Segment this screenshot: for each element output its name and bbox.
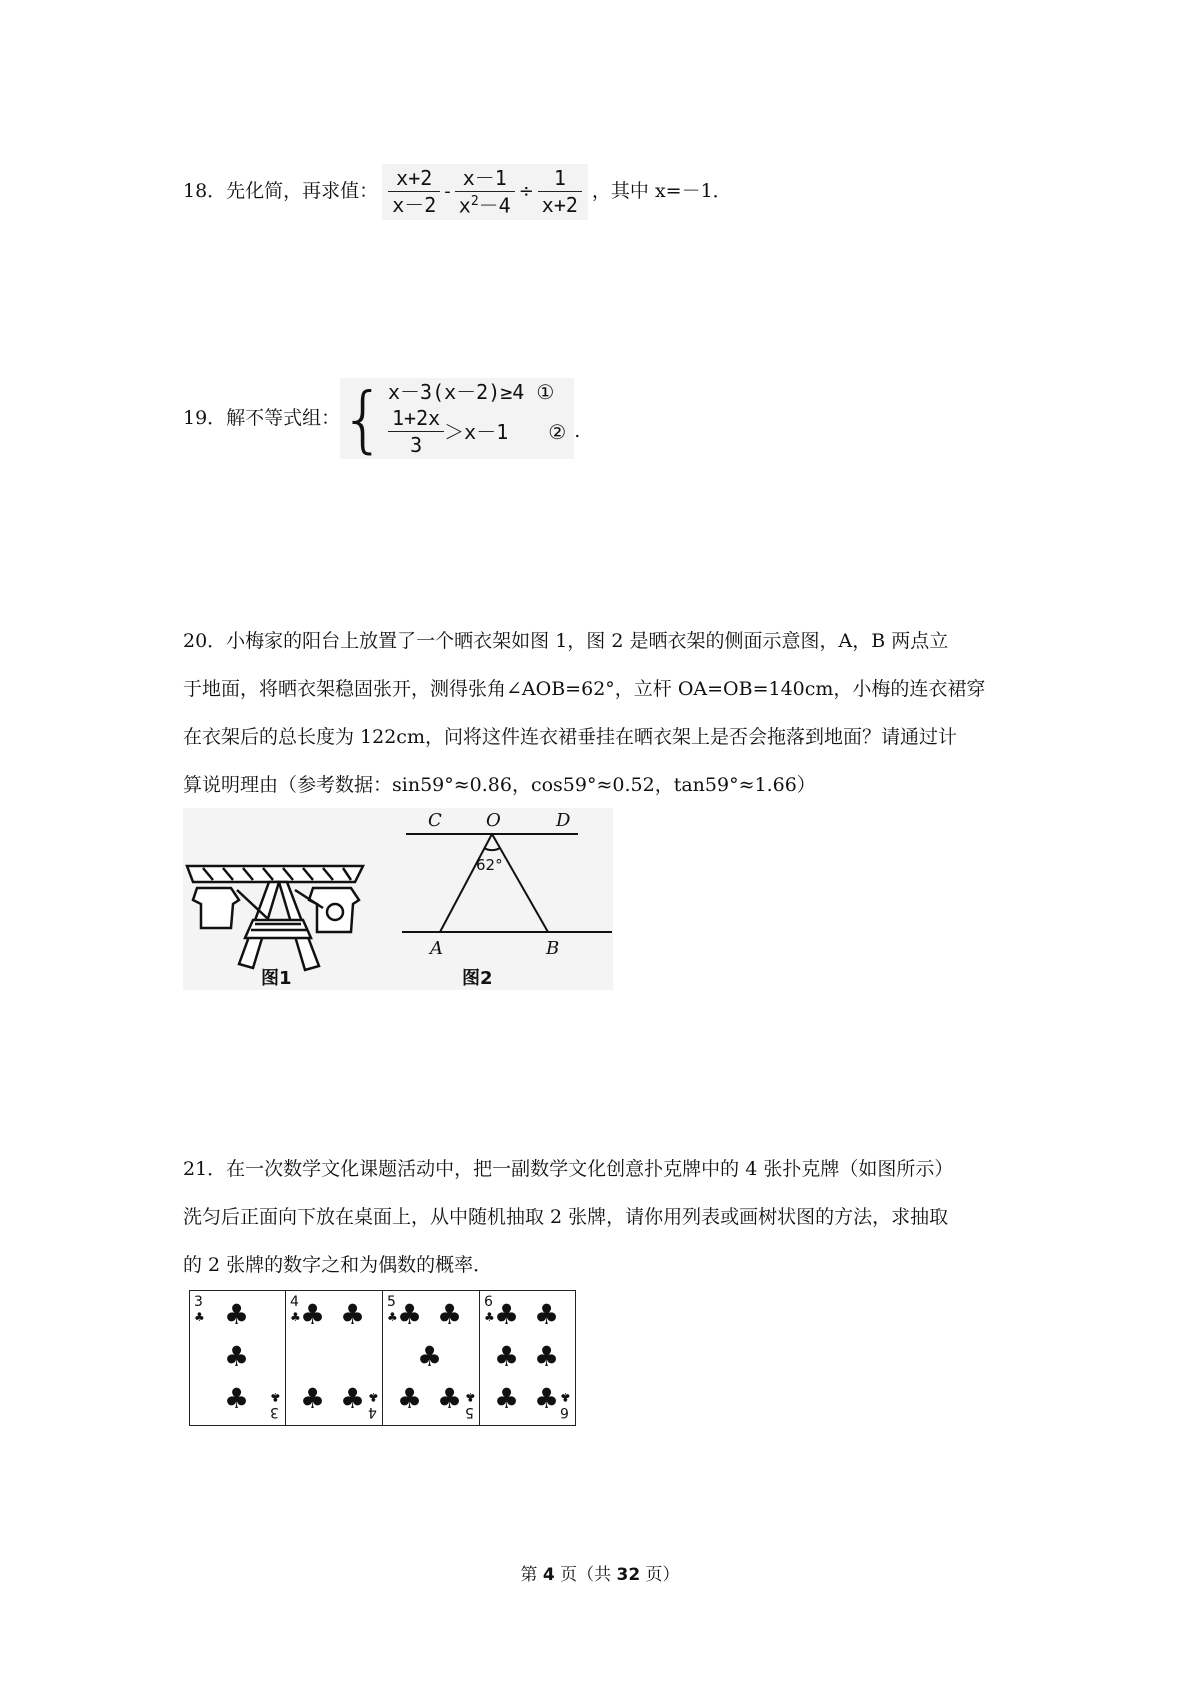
q19-mark-1: ①	[536, 380, 555, 404]
q20-figures	[183, 808, 613, 990]
q20-line-2: 于地面，将晒衣架稳固张开，测得张角∠AOB=62°，立杆 OA=OB=140cm，小梅的连衣裙穿	[183, 678, 986, 700]
q20-line-1: 20．小梅家的阳台上放置了一个晒衣架如图 1，图 2 是晒衣架的侧面示意图，A，B 两点立	[183, 630, 949, 652]
club-icon: ♣	[397, 1382, 423, 1415]
card-3-clubs	[189, 1290, 286, 1426]
fig2-label-a: A	[430, 938, 443, 959]
q19-prefix: 19．解不等式组：	[183, 407, 341, 429]
club-icon: ♣	[224, 1340, 250, 1373]
club-icon: ♣	[417, 1340, 443, 1373]
card-5-rank: 5	[387, 1294, 396, 1310]
q18-f3-numerator: 1	[538, 168, 582, 192]
club-icon: ♣	[224, 1382, 250, 1415]
club-icon: ♣	[300, 1382, 326, 1415]
club-icon: ♣	[340, 1298, 366, 1331]
club-icon: ♣	[534, 1298, 560, 1331]
club-icon: ♣	[270, 1390, 281, 1404]
figure-2-caption: 图2	[462, 968, 493, 989]
q18-f1-numerator: x+2	[388, 168, 440, 192]
q18-fraction-2	[455, 168, 515, 216]
q19-row-1	[388, 382, 566, 402]
q19-mark-2: ②	[548, 419, 567, 444]
figure-1-drying-rack	[183, 808, 398, 990]
q21-line-3: 的 2 张牌的数字之和为偶数的概率．	[183, 1254, 493, 1276]
fig2-label-o: O	[486, 810, 501, 831]
card-6-clubs	[479, 1290, 576, 1426]
club-icon: ♣	[534, 1382, 560, 1415]
q19-system	[340, 378, 574, 459]
figure-1-caption: 图1	[261, 968, 292, 989]
q19-fraction	[388, 408, 444, 455]
club-icon: ♣	[560, 1390, 571, 1404]
club-icon: ♣	[368, 1390, 379, 1404]
q19-inequality-2-rest: ＞x－1	[444, 419, 509, 444]
card-3-rank: 3	[194, 1294, 203, 1310]
playing-cards	[189, 1290, 576, 1426]
card-3-rank-inverted: 3	[270, 1404, 279, 1420]
fig2-label-c: C	[428, 810, 442, 831]
q18-minus: -	[444, 180, 451, 202]
club-icon: ♣	[387, 1310, 398, 1324]
q18-f1-denominator: x－2	[392, 193, 437, 218]
card-4-clubs	[285, 1290, 383, 1426]
q18-suffix: ，其中 x=－1．	[591, 180, 732, 203]
q18-f2-denominator	[455, 192, 515, 216]
q18-prefix: 18．先化简，再求值：	[183, 180, 379, 203]
q18-expression	[382, 164, 588, 220]
club-icon: ♣	[484, 1310, 495, 1324]
q18-f2-numerator: x－1	[455, 168, 515, 192]
q18-fraction-1	[388, 166, 440, 218]
fig2-angle-label: 62°	[476, 856, 503, 874]
footer-page-number: 4	[542, 1565, 555, 1585]
q20-line-3: 在衣架后的总长度为 122cm，问将这件连衣裙垂挂在晒衣架上是否会拖落到地面？请通过计	[183, 726, 957, 748]
question-18	[183, 164, 732, 220]
footer-total-pages: 32	[616, 1565, 641, 1585]
club-icon: ♣	[194, 1310, 205, 1324]
card-5-clubs	[382, 1290, 480, 1426]
q19-row-2	[388, 408, 566, 455]
club-icon: ♣	[437, 1382, 463, 1415]
club-icon: ♣	[290, 1310, 301, 1324]
fig2-label-b: B	[546, 938, 560, 959]
q21-line-2: 洗匀后正面向下放在桌面上，从中随机抽取 2 张牌，请你用列表或画树状图的方法，求抽取	[183, 1206, 949, 1228]
figure-2-side-view	[398, 808, 613, 990]
q19-inequality-1: x－3(x－2)≥4	[388, 380, 525, 404]
club-icon: ♣	[494, 1340, 520, 1373]
club-icon: ♣	[494, 1298, 520, 1331]
q18-f2-den-base: x	[458, 193, 471, 218]
q19-brace: {	[340, 376, 386, 461]
card-5-rank-inverted: 5	[465, 1404, 474, 1420]
q18-divide: ÷	[518, 180, 534, 202]
q21-line-1: 21．在一次数学文化课题活动中，把一副数学文化创意扑克牌中的 4 张扑克牌（如图所示）	[183, 1158, 954, 1180]
page-footer	[0, 1560, 1200, 1585]
fig2-label-d: D	[556, 810, 571, 831]
card-4-rank-inverted: 4	[368, 1404, 377, 1420]
q18-fraction-3	[538, 166, 582, 218]
club-icon: ♣	[465, 1390, 476, 1404]
question-19	[183, 378, 580, 459]
q19-frac-denominator: 3	[410, 433, 423, 457]
card-4-rank: 4	[290, 1294, 299, 1310]
footer-post: 页）	[640, 1565, 680, 1585]
q19-frac-numerator: 1+2x	[388, 408, 444, 432]
card-6-rank: 6	[484, 1294, 493, 1310]
club-icon: ♣	[397, 1298, 423, 1331]
q19-rows	[388, 382, 566, 455]
q18-f2-den-exp: 2	[470, 194, 479, 209]
club-icon: ♣	[437, 1298, 463, 1331]
club-icon: ♣	[494, 1382, 520, 1415]
q20-line-4: 算说明理由（参考数据：sin59°≈0.86，cos59°≈0.52，tan59°≈1.66）	[183, 774, 816, 796]
club-icon: ♣	[300, 1298, 326, 1331]
card-6-rank-inverted: 6	[560, 1404, 569, 1420]
club-icon: ♣	[224, 1298, 250, 1331]
q18-f3-denominator: x+2	[541, 193, 578, 218]
club-icon: ♣	[534, 1340, 560, 1373]
footer-mid: 页（共	[554, 1565, 617, 1585]
club-icon: ♣	[340, 1382, 366, 1415]
q19-suffix: .	[574, 420, 581, 442]
q18-f2-den-rest: －4	[478, 193, 511, 218]
footer-pre: 第	[520, 1565, 543, 1585]
